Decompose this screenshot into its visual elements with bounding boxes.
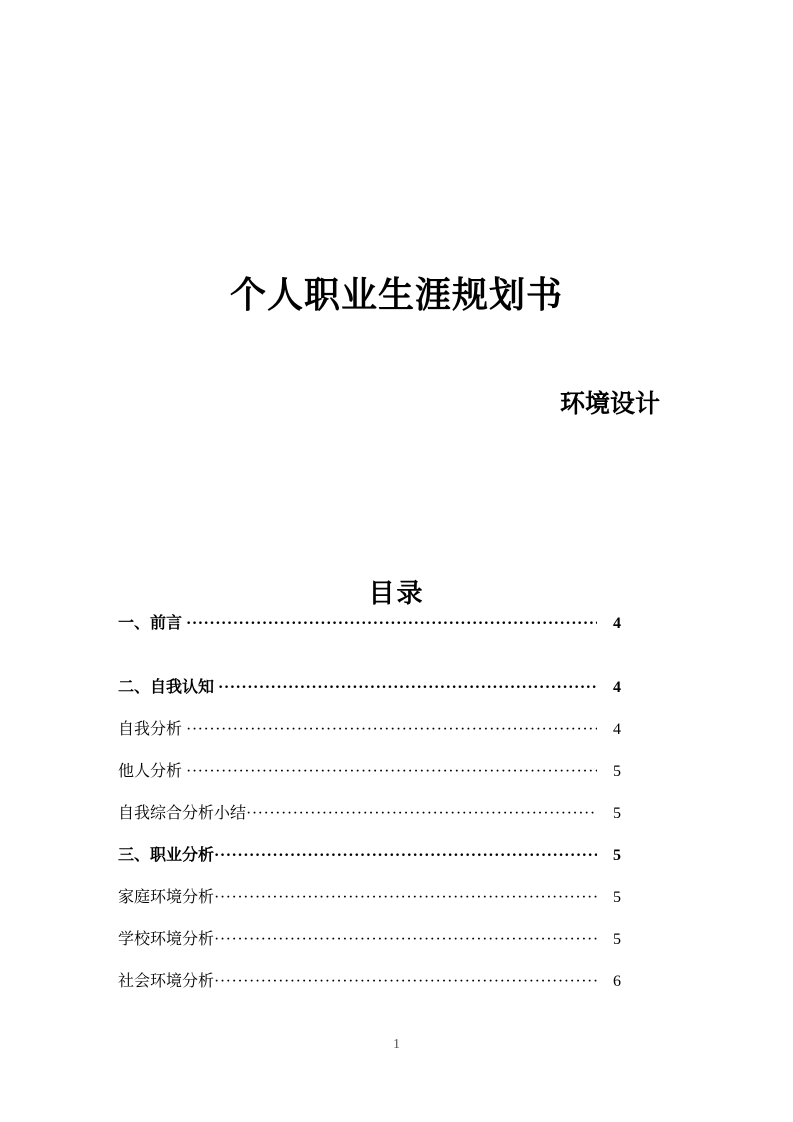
- toc-dot-leader: [214, 961, 597, 1003]
- toc-entry-label: 自我分析: [118, 721, 187, 738]
- toc-entry-page-number: 5: [613, 847, 621, 864]
- footer-page-number: 1: [393, 1037, 400, 1052]
- toc-entry-label: 学校环境分析: [118, 931, 215, 948]
- toc-entry-label: 社会环境分析: [118, 973, 215, 990]
- toc-entry[interactable]: [118, 919, 621, 961]
- toc-entry-label: 家庭环境分析: [118, 889, 215, 906]
- toc-entry-label: 一、前言: [118, 615, 187, 632]
- toc-heading: 目录: [368, 578, 425, 608]
- toc-dot-leader: [218, 667, 597, 709]
- toc-entry-label: 三、职业分析: [118, 847, 215, 864]
- toc-dot-leader: [246, 793, 597, 835]
- toc-entry-label: 自我综合分析小结: [118, 805, 247, 822]
- toc-dot-leader: [214, 877, 597, 919]
- toc-entry[interactable]: [118, 877, 621, 919]
- document-subtitle: 环境设计: [559, 391, 660, 418]
- toc-entry-page-number: 5: [613, 763, 621, 780]
- toc-entry-page-number: 5: [613, 805, 621, 822]
- toc-entry[interactable]: [118, 793, 621, 835]
- toc-dot-leader: [186, 709, 597, 751]
- toc-entry-page-number: 5: [613, 889, 621, 906]
- toc-dot-leader: [214, 919, 597, 961]
- toc-entry-page-number: 5: [613, 931, 621, 948]
- toc-entry-label: 二、自我认知: [118, 679, 219, 696]
- toc-entry[interactable]: [118, 709, 621, 751]
- toc-dot-leader: [186, 751, 597, 793]
- toc-dot-leader: [214, 835, 597, 877]
- document-title: 个人职业生涯规划书: [229, 275, 563, 316]
- toc-entry[interactable]: [118, 751, 621, 793]
- toc-dot-leader: [186, 603, 597, 645]
- toc-entry[interactable]: [118, 835, 621, 877]
- toc-entry[interactable]: [118, 667, 621, 709]
- toc-list: [118, 603, 621, 1003]
- toc-entry-label: 他人分析: [118, 763, 187, 780]
- toc-entry[interactable]: [118, 603, 621, 645]
- toc-entry-page-number: 6: [613, 973, 621, 990]
- toc-entry[interactable]: [118, 961, 621, 1003]
- toc-entry-page-number: 4: [613, 679, 621, 696]
- toc-entry-page-number: 4: [613, 615, 621, 632]
- toc-entry-page-number: 4: [613, 721, 621, 738]
